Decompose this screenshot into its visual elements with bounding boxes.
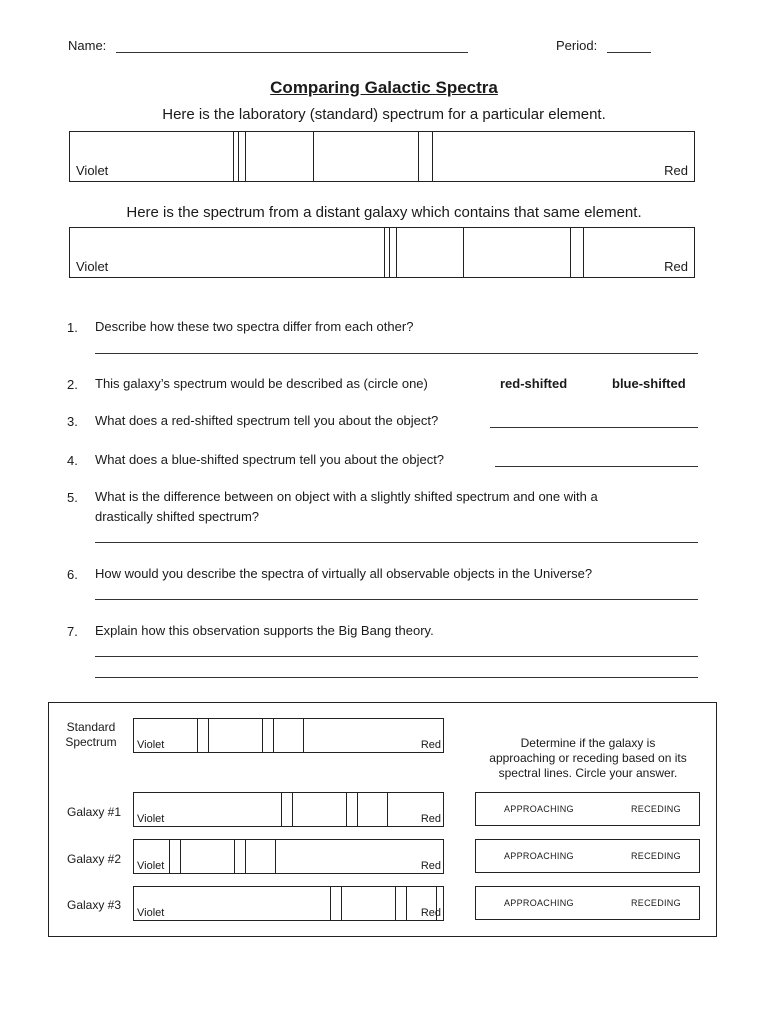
- red-label: Red: [664, 163, 688, 178]
- question-number: 7.: [67, 624, 78, 639]
- spectral-line: [387, 793, 388, 826]
- spectral-line: [389, 228, 390, 277]
- galaxy-2-spectrum: [133, 839, 444, 874]
- spectral-line: [208, 719, 209, 752]
- spectral-line: [346, 793, 347, 826]
- instructions: Determine if the galaxy is approaching or receding based on its spectral lines. Circle your answer.: [489, 736, 687, 780]
- question-text: Describe how these two spectra differ from each other?: [95, 319, 414, 334]
- galaxy-1-choice: [475, 792, 700, 826]
- galaxy-3-spectrum: [133, 886, 444, 921]
- period-label: Period:: [556, 38, 598, 53]
- approaching-option[interactable]: APPROACHING: [504, 804, 574, 814]
- question-number: 4.: [67, 453, 78, 468]
- red-label: Red: [420, 739, 441, 751]
- spectral-line: [273, 719, 274, 752]
- spectral-line: [233, 132, 234, 181]
- spectral-line: [303, 719, 304, 752]
- question-text: Explain how this observation supports the Big Bang theory.: [95, 623, 434, 638]
- approaching-option[interactable]: APPROACHING: [504, 851, 574, 861]
- receding-option[interactable]: RECEDING: [631, 898, 681, 908]
- red-label: Red: [420, 860, 441, 872]
- question-number: 1.: [67, 320, 78, 335]
- blue-shifted-option[interactable]: blue-shifted: [612, 376, 686, 391]
- red-label: Red: [420, 813, 441, 825]
- lab-spectrum: [69, 131, 695, 182]
- galaxy-intro: Here is the spectrum from a distant galaxy which contains that same element.: [126, 204, 642, 221]
- question-number: 2.: [67, 377, 78, 392]
- spectral-line: [180, 840, 181, 873]
- question-text: What does a red-shifted spectrum tell you about the object?: [95, 413, 439, 428]
- red-shifted-option[interactable]: red-shifted: [500, 376, 568, 391]
- spectral-line: [234, 840, 235, 873]
- red-label: Red: [664, 259, 688, 274]
- lab-intro: Here is the laboratory (standard) spectrum for a particular element.: [162, 106, 606, 123]
- answer-line[interactable]: [95, 677, 698, 678]
- galaxy-1-spectrum: [133, 792, 444, 827]
- question-text: This galaxy’s spectrum would be described as (circle one): [95, 376, 428, 391]
- answer-line[interactable]: [95, 599, 698, 600]
- name-field[interactable]: [116, 52, 468, 53]
- galaxy-3-choice: [475, 886, 700, 920]
- question-number: 3.: [67, 414, 78, 429]
- spectral-line: [292, 793, 293, 826]
- galaxy-1-label: Galaxy #1: [67, 805, 122, 819]
- spectral-line: [169, 840, 170, 873]
- question-number: 5.: [67, 490, 78, 505]
- answer-line[interactable]: [95, 353, 698, 354]
- answer-line[interactable]: [490, 427, 698, 428]
- galaxy-2-choice: [475, 839, 700, 873]
- spectral-line: [357, 793, 358, 826]
- violet-label: Violet: [76, 163, 109, 178]
- spectral-line: [395, 887, 396, 920]
- spectral-line: [238, 132, 239, 181]
- violet-label: Violet: [137, 860, 165, 872]
- spectral-line: [384, 228, 385, 277]
- spectral-line: [281, 793, 282, 826]
- page-title: Comparing Galactic Spectra: [270, 78, 498, 97]
- galaxy-2-label: Galaxy #2: [67, 852, 122, 866]
- violet-label: Violet: [137, 813, 165, 825]
- spectral-line: [432, 132, 433, 181]
- spectral-line: [245, 132, 246, 181]
- galaxy-spectrum: [69, 227, 695, 278]
- receding-option[interactable]: RECEDING: [631, 804, 681, 814]
- answer-line[interactable]: [95, 656, 698, 657]
- spectral-line: [262, 719, 263, 752]
- violet-label: Violet: [137, 907, 165, 919]
- standard-spectrum-label: Standard Spectrum: [65, 720, 117, 749]
- spectral-line: [341, 887, 342, 920]
- question-text: How would you describe the spectra of virtually all observable objects in the Universe?: [95, 566, 593, 581]
- spectral-line: [396, 228, 397, 277]
- spectral-line: [275, 840, 276, 873]
- red-label: Red: [420, 907, 441, 919]
- spectral-line: [406, 887, 407, 920]
- spectral-line: [313, 132, 314, 181]
- violet-label: Violet: [76, 259, 109, 274]
- spectral-line: [418, 132, 419, 181]
- question-text: What is the difference between on object with a slightly shifted spectrum and one with a: [95, 489, 598, 504]
- spectral-line: [463, 228, 464, 277]
- question-text: What does a blue-shifted spectrum tell you about the object?: [95, 452, 445, 467]
- spectral-line: [570, 228, 571, 277]
- receding-option[interactable]: RECEDING: [631, 851, 681, 861]
- spectral-line: [245, 840, 246, 873]
- approaching-option[interactable]: APPROACHING: [504, 898, 574, 908]
- spectral-line: [197, 719, 198, 752]
- standard-small-spectrum: [133, 718, 444, 753]
- spectral-line: [330, 887, 331, 920]
- violet-label: Violet: [137, 739, 165, 751]
- answer-line[interactable]: [495, 466, 698, 467]
- question-text-continued: drastically shifted spectrum?: [95, 509, 260, 524]
- question-number: 6.: [67, 567, 78, 582]
- period-field[interactable]: [607, 52, 651, 53]
- name-label: Name:: [68, 38, 107, 53]
- answer-line[interactable]: [95, 542, 698, 543]
- spectral-line: [583, 228, 584, 277]
- galaxy-3-label: Galaxy #3: [67, 898, 122, 912]
